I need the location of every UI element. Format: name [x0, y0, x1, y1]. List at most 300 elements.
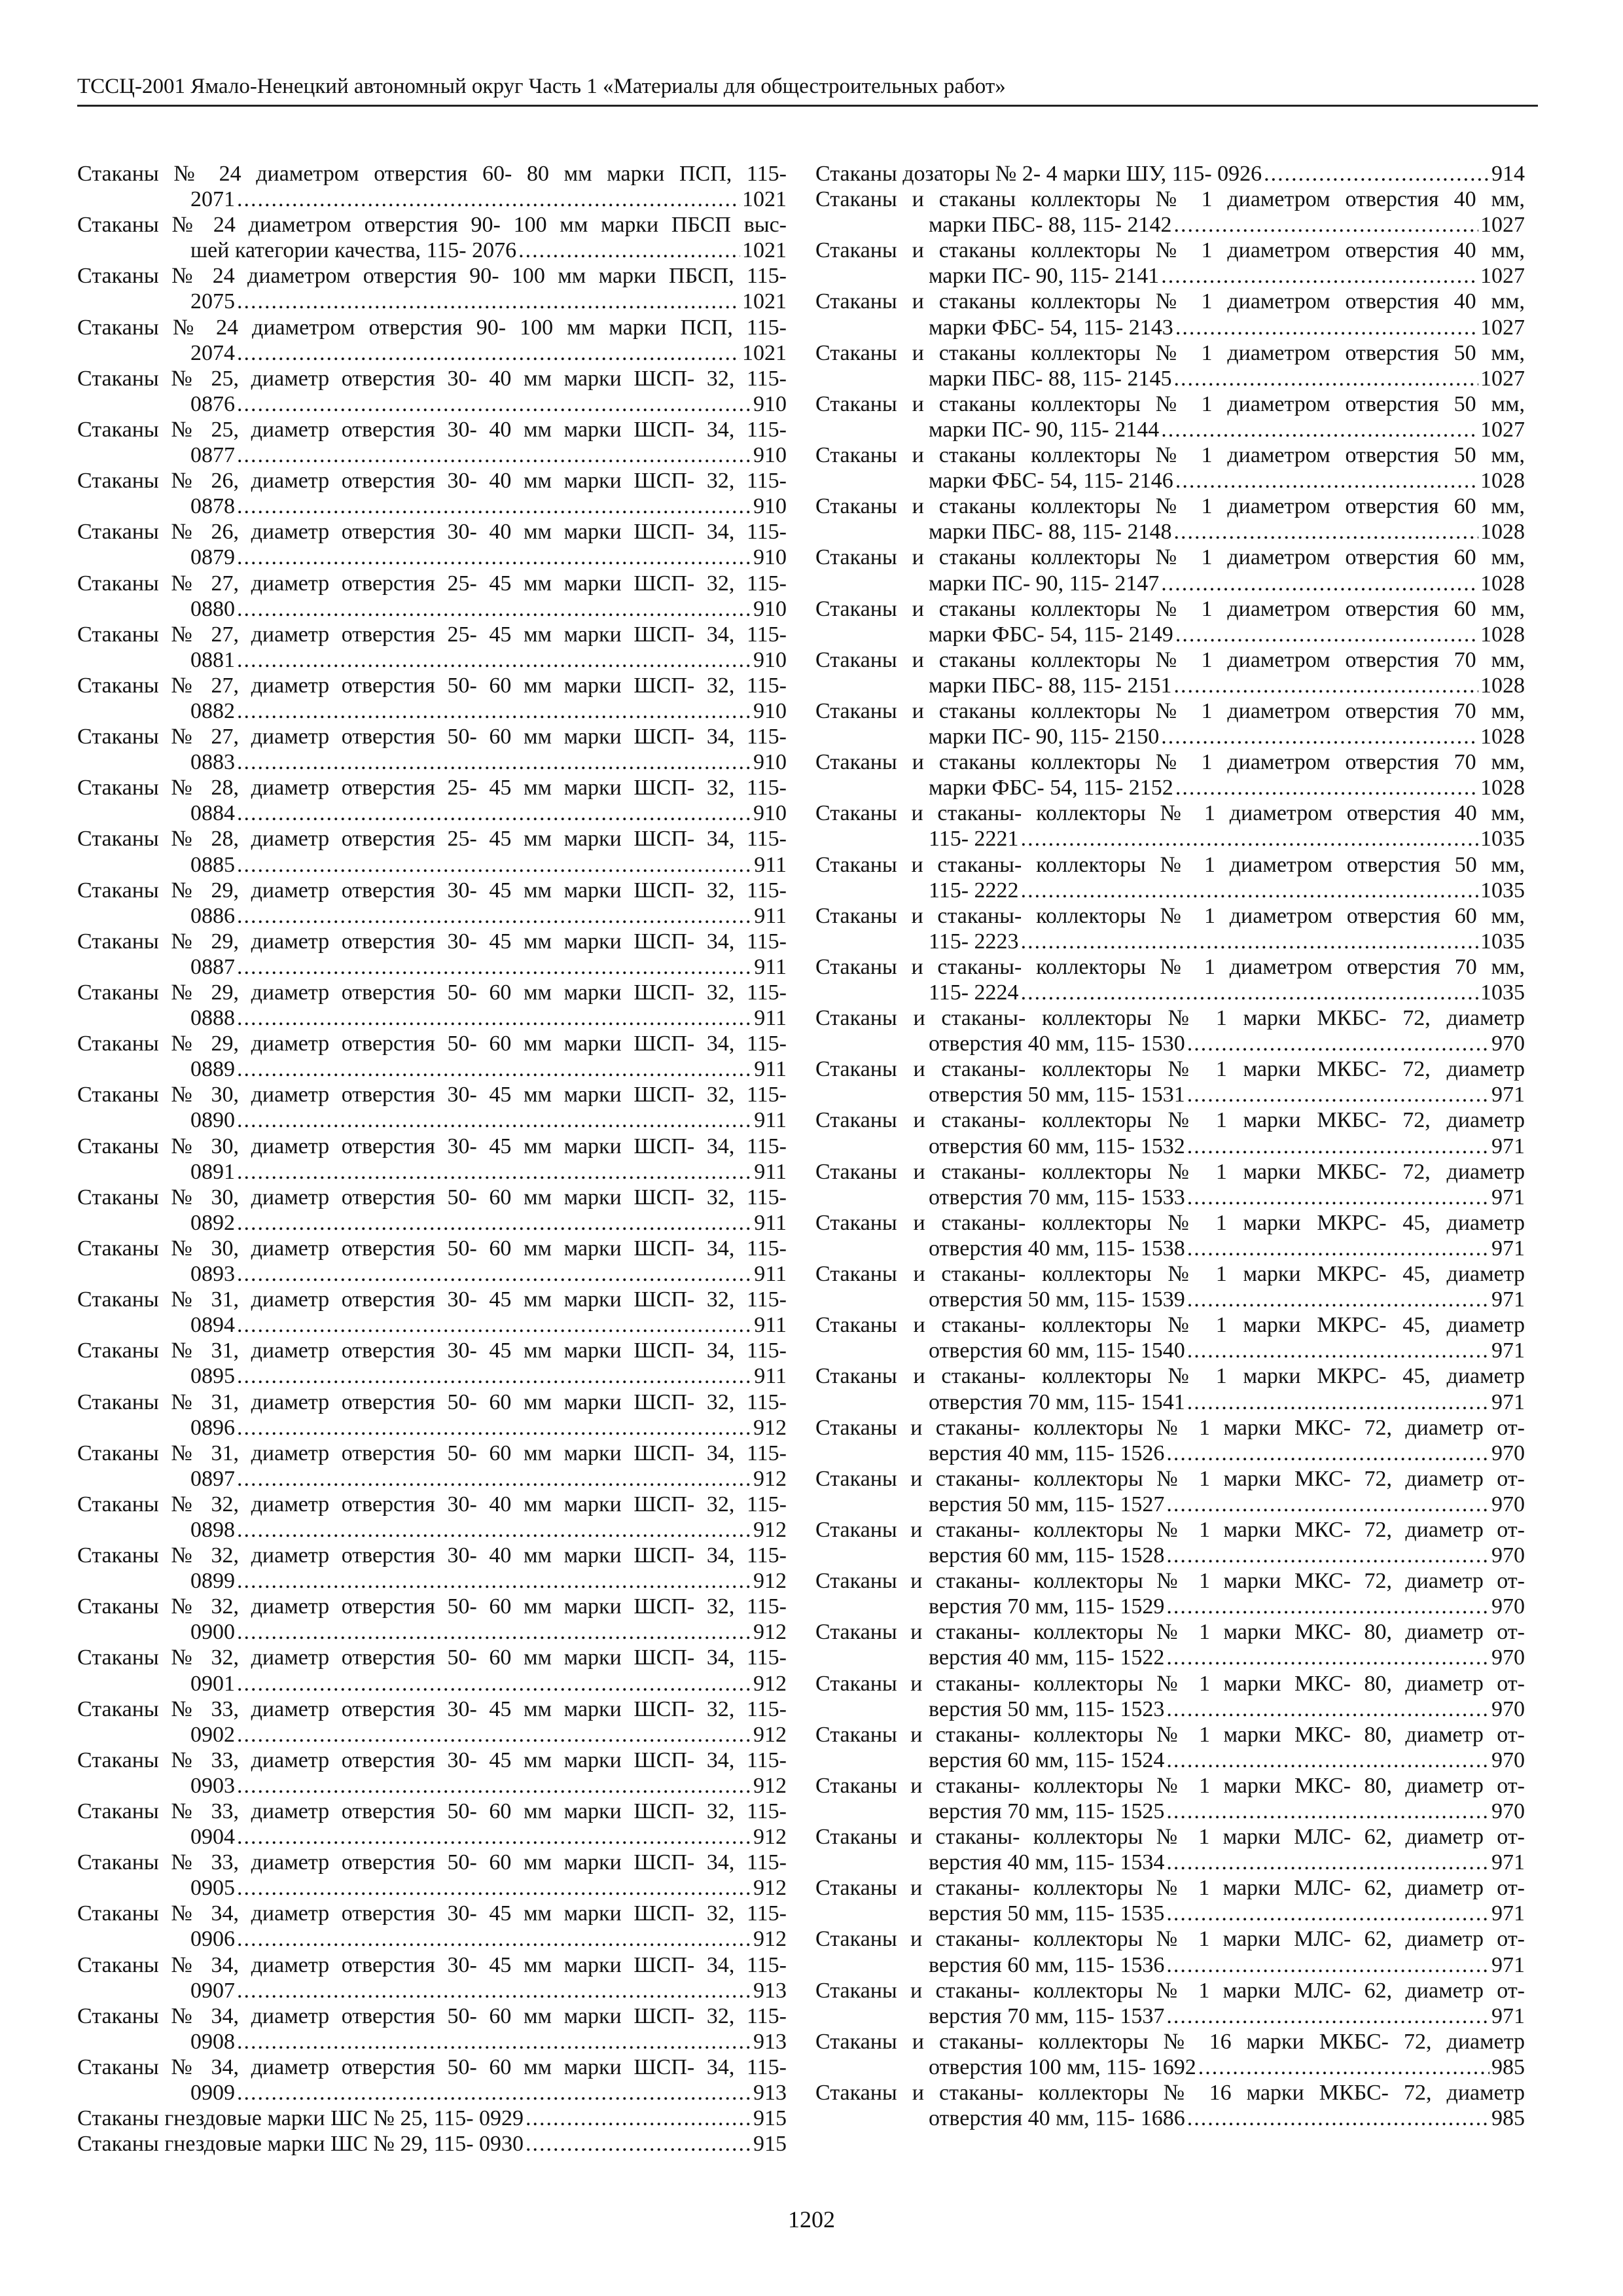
leader-dots	[1166, 1850, 1489, 1875]
entry-first-line: Стаканы № 27, диаметр отверстия 50- 60 мм марки ШСП- 34, 115-	[77, 725, 787, 749]
leader-dots	[1166, 2003, 1489, 2029]
leader-dots	[237, 1773, 751, 1799]
index-entry	[77, 1799, 787, 1850]
leader-dots	[1175, 468, 1478, 493]
entry-continuation: 0904	[190, 1825, 235, 1850]
index-entry	[77, 315, 787, 366]
entry-continuation: 0883	[190, 750, 235, 775]
entry-continuation: 0897	[190, 1466, 235, 1491]
entry-first-line: Стаканы и стаканы- коллекторы № 1 марки МКРС- 45, диаметр	[815, 1313, 1525, 1338]
index-entry	[77, 1696, 787, 1748]
entry-continuation: 115- 2223	[929, 929, 1019, 954]
entry-first-line: Стаканы № 26, диаметр отверстия 30- 40 мм марки ШСП- 32, 115-	[77, 469, 787, 493]
entry-page: 970	[1491, 1645, 1525, 1670]
entry-first-line: Стаканы № 28, диаметр отверстия 25- 45 мм марки ШСП- 34, 115-	[77, 827, 787, 852]
leader-dots	[1166, 1696, 1489, 1722]
leader-dots	[237, 2029, 751, 2054]
entry-first-line: Стаканы № 34, диаметр отверстия 30- 45 мм марки ШСП- 34, 115-	[77, 1952, 787, 1977]
entry-page: 1021	[742, 238, 787, 263]
entry-continuation: верстия 70 мм, 115- 1537	[929, 2003, 1165, 2028]
entry-first-line: Стаканы и стаканы- коллекторы № 1 марки МЛС- 62, диаметр от-	[815, 1876, 1525, 1901]
index-entry	[815, 442, 1525, 493]
entry-page: 970	[1491, 1441, 1525, 1465]
leader-dots	[237, 545, 751, 570]
entry-continuation: 0894	[190, 1313, 235, 1338]
leader-dots	[1198, 2054, 1489, 2080]
entry-continuation: 115- 2221	[929, 827, 1019, 852]
entry-continuation: марки ПБС- 88, 115- 2142	[929, 213, 1172, 238]
entry-page: 910	[753, 494, 787, 519]
entry-continuation: 0905	[190, 1876, 235, 1901]
entry-continuation: верстия 60 мм, 115- 1524	[929, 1748, 1165, 1772]
entry-first-line: Стаканы № 24 диаметром отверстия 60- 80 мм марки ПСП, 115-	[77, 162, 787, 186]
entry-page: 915	[753, 2132, 787, 2157]
entry-continuation: марки ПС- 90, 115- 2144	[929, 417, 1160, 442]
leader-dots	[237, 1978, 751, 2003]
entry-first-line: Стаканы № 30, диаметр отверстия 30- 45 мм марки ШСП- 32, 115-	[77, 1083, 787, 1107]
index-entry	[77, 826, 787, 877]
entry-page: 910	[753, 596, 787, 621]
entry-continuation: верстия 50 мм, 115- 1535	[929, 1901, 1165, 1926]
index-entry	[815, 161, 1525, 187]
entry-page: 911	[754, 1210, 787, 1235]
page-number: 1202	[788, 2206, 835, 2233]
entry-page: 912	[753, 1517, 787, 1542]
leader-dots	[1161, 571, 1478, 596]
entry-first-line: Стаканы № 30, диаметр отверстия 50- 60 мм марки ШСП- 34, 115-	[77, 1236, 787, 1261]
entry-page: 911	[754, 1313, 787, 1338]
entry-continuation: 0903	[190, 1773, 235, 1798]
index-entry	[77, 673, 787, 724]
entry-first-line: Стаканы и стаканы- коллекторы № 1 диаметром отверстия 60 мм,	[815, 903, 1525, 928]
entry-continuation: марки ФБС- 54, 115- 2143	[929, 315, 1173, 340]
entry-first-line: Стаканы № 32, диаметр отверстия 30- 40 мм марки ШСП- 34, 115-	[77, 1543, 787, 1568]
index-entry	[815, 596, 1525, 647]
entry-first-line: Стаканы № 27, диаметр отверстия 25- 45 мм марки ШСП- 32, 115-	[77, 571, 787, 596]
index-entry	[77, 878, 787, 929]
entry-page: 971	[1491, 1287, 1525, 1312]
entry-page: 913	[753, 2029, 787, 2054]
leader-dots	[518, 238, 740, 263]
entry-first-line: Стаканы и стаканы коллекторы № 1 диаметром отверстия 40 мм,	[815, 187, 1525, 212]
leader-dots	[1187, 1031, 1489, 1056]
index-entry	[815, 1005, 1525, 1056]
entry-continuation: 0909	[190, 2081, 235, 2106]
entry-page: 1021	[742, 187, 787, 212]
entry-page: 910	[753, 647, 787, 672]
entry-first-line: Стаканы № 30, диаметр отверстия 30- 45 мм марки ШСП- 34, 115-	[77, 1134, 787, 1158]
index-entry	[815, 289, 1525, 340]
entry-page: 1027	[1480, 264, 1525, 289]
entry-continuation: верстия 60 мм, 115- 1536	[929, 1952, 1165, 1977]
leader-dots	[237, 903, 752, 929]
entry-page: 971	[1491, 1083, 1525, 1107]
entry-continuation: 0888	[190, 1006, 235, 1031]
leader-dots	[1166, 1748, 1489, 1773]
index-entry	[815, 2080, 1525, 2131]
index-entry	[815, 1210, 1525, 1261]
entry-first-line: Стаканы № 24 диаметром отверстия 90- 100 мм марки ПБСП, 115-	[77, 264, 787, 289]
entry-page: 912	[753, 1773, 787, 1798]
index-entry	[77, 366, 787, 417]
entry-page: 1028	[1480, 673, 1525, 698]
leader-dots	[1187, 1338, 1489, 1363]
leader-dots	[1166, 1441, 1489, 1466]
index-entry	[77, 724, 787, 775]
entry-first-line: Стаканы № 24 диаметром отверстия 90- 100 мм марки ПБСП выс-	[77, 213, 787, 238]
entry-first-line: Стаканы и стаканы- коллекторы № 1 марки МКС- 72, диаметр от-	[815, 1466, 1525, 1491]
entry-first-line: Стаканы и стаканы- коллекторы № 1 марки МКБС- 72, диаметр	[815, 1006, 1525, 1031]
leader-dots	[237, 493, 751, 519]
entry-page: 1027	[1480, 315, 1525, 340]
index-entry	[815, 800, 1525, 852]
entry-page: 970	[1491, 1799, 1525, 1823]
index-entry	[77, 2106, 787, 2131]
index-entry	[815, 852, 1525, 903]
entry-first-line: Стаканы и стаканы- коллекторы № 16 марки МКБС- 72, диаметр	[815, 2081, 1525, 2106]
entry-page: 1028	[1480, 776, 1525, 800]
entry-continuation: 0893	[190, 1262, 235, 1287]
index-entry	[77, 2131, 787, 2157]
index-entry	[815, 1312, 1525, 1363]
entry-first-line: Стаканы и стаканы- коллекторы № 1 диаметром отверстия 70 мм,	[815, 954, 1525, 979]
leader-dots	[1187, 1134, 1489, 1159]
leader-dots	[237, 1875, 751, 1901]
leader-dots	[1187, 1082, 1489, 1107]
entry-page: 970	[1491, 1031, 1525, 1056]
entry-page: 910	[753, 801, 787, 826]
entry-first-line: Стаканы и стаканы- коллекторы № 1 марки МКС- 80, диаметр от-	[815, 1722, 1525, 1747]
leader-dots	[237, 1926, 751, 1952]
entry-first-line: Стаканы № 31, диаметр отверстия 30- 45 мм марки ШСП- 32, 115-	[77, 1287, 787, 1312]
leader-dots	[1021, 826, 1478, 852]
entry-continuation: верстия 50 мм, 115- 1527	[929, 1492, 1165, 1516]
entry-continuation: 2071	[190, 187, 235, 212]
index-entry	[815, 1363, 1525, 1414]
leader-dots	[1187, 1390, 1489, 1415]
entry-first-line: Стаканы № 29, диаметр отверстия 30- 45 мм марки ШСП- 32, 115-	[77, 878, 787, 903]
index-entry	[815, 1517, 1525, 1568]
entry-continuation: 0892	[190, 1210, 235, 1235]
leader-dots	[526, 2106, 751, 2131]
entry-first-line: Стаканы и стаканы коллекторы № 1 диаметром отверстия 70 мм,	[815, 647, 1525, 672]
entry-first-line: Стаканы № 29, диаметр отверстия 30- 45 мм марки ШСП- 34, 115-	[77, 929, 787, 954]
entry-first-line: Стаканы № 34, диаметр отверстия 30- 45 мм марки ШСП- 32, 115-	[77, 1901, 787, 1926]
entry-first-line: Стаканы и стаканы коллекторы № 1 диаметром отверстия 40 мм,	[815, 289, 1525, 314]
leader-dots	[237, 749, 751, 775]
index-entry	[77, 622, 787, 673]
entry-first-line: Стаканы и стаканы- коллекторы № 1 марки МКС- 80, диаметр от-	[815, 1773, 1525, 1798]
index-entry	[77, 161, 787, 212]
entry-continuation: 0880	[190, 596, 235, 621]
leader-dots	[237, 289, 740, 314]
leader-dots	[1187, 2106, 1489, 2131]
leader-dots	[1166, 1492, 1489, 1517]
entry-continuation: 0907	[190, 1978, 235, 2003]
index-entry	[77, 468, 787, 519]
entry-continuation: марки ПС- 90, 115- 2147	[929, 571, 1160, 596]
entry-continuation: 0890	[190, 1108, 235, 1133]
entry-first-line: Стаканы № 28, диаметр отверстия 25- 45 мм марки ШСП- 32, 115-	[77, 776, 787, 800]
index-entry	[77, 2054, 787, 2106]
index-entry	[815, 903, 1525, 954]
entry-first-line: Стаканы и стаканы коллекторы № 1 диаметром отверстия 70 мм,	[815, 750, 1525, 775]
index-entry	[815, 1619, 1525, 1670]
entry-continuation: 0887	[190, 954, 235, 979]
leader-dots	[1166, 1901, 1489, 1926]
entry-page: 910	[753, 698, 787, 723]
entry-continuation: верстия 40 мм, 115- 1522	[929, 1645, 1165, 1670]
entry-page: 971	[1491, 1236, 1525, 1261]
running-header: ТССЦ-2001 Ямало-Ненецкий автономный округ Часть 1 «Материалы для общестроительных работ»	[77, 72, 1538, 107]
entry-continuation: 115- 2222	[929, 878, 1019, 903]
entry-continuation: отверстия 40 мм, 115- 1530	[929, 1031, 1185, 1056]
entry-first-line: Стаканы и стаканы- коллекторы № 1 марки МКБС- 72, диаметр	[815, 1057, 1525, 1082]
index-entry	[815, 1773, 1525, 1824]
index-entry	[77, 1134, 787, 1185]
entry-first-line: Стаканы и стаканы- коллекторы № 16 марки МКБС- 72, диаметр	[815, 2029, 1525, 2054]
leader-dots	[1161, 263, 1478, 289]
index-entry	[77, 1645, 787, 1696]
leader-dots	[237, 1415, 751, 1441]
leader-dots	[1187, 1287, 1489, 1312]
entry-first-line: Стаканы и стаканы- коллекторы № 1 марки МКС- 80, диаметр от-	[815, 1620, 1525, 1645]
leader-dots	[237, 1824, 751, 1850]
leader-dots	[526, 2131, 751, 2157]
entry-first-line: Стаканы № 32, диаметр отверстия 50- 60 мм марки ШСП- 34, 115-	[77, 1645, 787, 1670]
index-entry	[815, 238, 1525, 289]
entry-page: 912	[753, 1415, 787, 1440]
entry-first-line: Стаканы и стаканы коллекторы № 1 диаметром отверстия 60 мм,	[815, 596, 1525, 621]
entry-first-line: Стаканы № 32, диаметр отверстия 50- 60 мм марки ШСП- 32, 115-	[77, 1594, 787, 1619]
entry-continuation: 2074	[190, 340, 235, 365]
index-entry	[815, 1978, 1525, 2029]
entry-first-line: Стаканы № 31, диаметр отверстия 30- 45 мм марки ШСП- 34, 115-	[77, 1338, 787, 1363]
index-entry	[77, 1901, 787, 1952]
entry-page: 1035	[1480, 980, 1525, 1005]
leader-dots	[237, 1159, 752, 1185]
index-entry	[815, 187, 1525, 238]
entry-first-line: Стаканы № 33, диаметр отверстия 30- 45 мм марки ШСП- 32, 115-	[77, 1696, 787, 1721]
entry-page: 985	[1491, 2054, 1525, 2079]
entry-page: 1028	[1480, 622, 1525, 647]
entry-first-line: Стаканы № 26, диаметр отверстия 30- 40 мм марки ШСП- 34, 115-	[77, 520, 787, 545]
entry-page: 911	[754, 1057, 787, 1082]
entry-page: 1027	[1480, 366, 1525, 391]
entry-page: 912	[753, 1466, 787, 1491]
entry-continuation: верстия 60 мм, 115- 1528	[929, 1543, 1165, 1568]
index-entry	[77, 1850, 787, 1901]
leader-dots	[237, 1107, 752, 1133]
leader-dots	[237, 800, 751, 826]
entry-first-line: Стаканы № 33, диаметр отверстия 30- 45 мм марки ШСП- 34, 115-	[77, 1748, 787, 1772]
entry-page: 912	[753, 1722, 787, 1747]
index-entry	[815, 1056, 1525, 1107]
index-entry	[815, 1926, 1525, 1977]
index-entry	[77, 980, 787, 1031]
entry-page: 970	[1491, 1696, 1525, 1721]
entry-first-line: Стаканы № 24 диаметром отверстия 90- 100 мм марки ПСП, 115-	[77, 315, 787, 340]
leader-dots	[1175, 775, 1478, 800]
entry-continuation: 0882	[190, 698, 235, 723]
leader-dots	[237, 1619, 751, 1645]
entry-page: 911	[754, 852, 787, 877]
entry-page: 912	[753, 1569, 787, 1594]
entry-page: 1021	[742, 340, 787, 365]
leader-dots	[1174, 366, 1479, 391]
entry-first-line: Стаканы и стаканы коллекторы № 1 диаметром отверстия 40 мм,	[815, 238, 1525, 263]
entry-page: 913	[753, 1978, 787, 2003]
entry-first-line: Стаканы и стаканы- коллекторы № 1 марки МКС- 72, диаметр от-	[815, 1517, 1525, 1542]
entry-first-line: Стаканы № 27, диаметр отверстия 50- 60 мм марки ШСП- 32, 115-	[77, 673, 787, 698]
entry-first-line: Стаканы № 29, диаметр отверстия 50- 60 мм марки ШСП- 32, 115-	[77, 980, 787, 1005]
entry-continuation: марки ПБС- 88, 115- 2145	[929, 366, 1172, 391]
entry-first-line: Стаканы и стаканы- коллекторы № 1 марки МКБС- 72, диаметр	[815, 1159, 1525, 1184]
leader-dots	[237, 1722, 751, 1748]
entry-first-line: Стаканы и стаканы коллекторы № 1 диаметром отверстия 50 мм,	[815, 391, 1525, 416]
leader-dots	[237, 852, 752, 878]
entry-page: 971	[1491, 1901, 1525, 1926]
entry-continuation: 0889	[190, 1057, 235, 1082]
index-column-right	[815, 161, 1525, 2131]
entry-continuation: шей категории качества, 115- 2076	[190, 238, 517, 263]
entry-continuation: верстия 70 мм, 115- 1525	[929, 1799, 1165, 1823]
entry-first-line: Стаканы и стаканы- коллекторы № 1 марки МКС- 72, диаметр от-	[815, 1569, 1525, 1594]
index-entry	[77, 1082, 787, 1133]
entry-page: 915	[753, 2106, 787, 2131]
leader-dots	[237, 596, 751, 622]
entry-continuation: марки ФБС- 54, 115- 2146	[929, 469, 1173, 493]
entry-page: 914	[1491, 162, 1525, 186]
entry-page: 1035	[1480, 929, 1525, 954]
entry-page: 970	[1491, 1594, 1525, 1619]
leader-dots	[1166, 1645, 1489, 1670]
entry-continuation: отверстия 50 мм, 115- 1531	[929, 1083, 1185, 1107]
entry-continuation: 0878	[190, 494, 235, 519]
entry-continuation: отверстия 40 мм, 115- 1538	[929, 1236, 1185, 1261]
leader-dots	[237, 391, 751, 417]
index-entry	[815, 493, 1525, 545]
index-entry	[77, 417, 787, 468]
entry-text: Стаканы гнездовые марки ШС № 25, 115- 0929	[77, 2106, 524, 2131]
entry-page: 971	[1491, 1850, 1525, 1875]
entry-continuation: 0902	[190, 1722, 235, 1747]
leader-dots	[1161, 724, 1478, 749]
entry-first-line: Стаканы и стаканы коллекторы № 1 диаметром отверстия 60 мм,	[815, 545, 1525, 570]
entry-first-line: Стаканы № 25, диаметр отверстия 30- 40 мм марки ШСП- 34, 115-	[77, 417, 787, 442]
index-entry	[815, 2029, 1525, 2080]
entry-continuation: 0898	[190, 1517, 235, 1542]
leader-dots	[1174, 212, 1479, 238]
entry-continuation: 0908	[190, 2029, 235, 2054]
entry-first-line: Стаканы и стаканы- коллекторы № 1 марки МКС- 72, диаметр от-	[815, 1415, 1525, 1440]
entry-page: 912	[753, 1876, 787, 1901]
leader-dots	[237, 954, 752, 980]
entry-continuation: отверстия 40 мм, 115- 1686	[929, 2106, 1185, 2131]
index-entry	[815, 954, 1525, 1005]
entry-continuation: отверстия 50 мм, 115- 1539	[929, 1287, 1185, 1312]
entry-continuation: 0896	[190, 1415, 235, 1440]
entry-continuation: 0899	[190, 1569, 235, 1594]
leader-dots	[237, 698, 751, 724]
entry-continuation: 0876	[190, 391, 235, 416]
entry-first-line: Стаканы и стаканы- коллекторы № 1 диаметром отверстия 40 мм,	[815, 801, 1525, 826]
entry-continuation: верстия 70 мм, 115- 1529	[929, 1594, 1165, 1619]
entry-page: 912	[753, 1825, 787, 1850]
entry-page: 1028	[1480, 571, 1525, 596]
entry-continuation: 0901	[190, 1671, 235, 1696]
entry-continuation: 2075	[190, 289, 235, 314]
entry-page: 971	[1491, 1390, 1525, 1414]
entry-page: 970	[1491, 1492, 1525, 1516]
entry-first-line: Стаканы и стаканы- коллекторы № 1 марки МЛС- 62, диаметр от-	[815, 1927, 1525, 1952]
leader-dots	[237, 1210, 752, 1236]
entry-continuation: 0891	[190, 1159, 235, 1184]
entry-page: 911	[754, 1006, 787, 1031]
entry-continuation: марки ПБС- 88, 115- 2151	[929, 673, 1172, 698]
entry-text: Стаканы дозаторы № 2- 4 марки ШУ, 115- 0926	[815, 162, 1262, 186]
entry-first-line: Стаканы и стаканы- коллекторы № 1 марки МКРС- 45, диаметр	[815, 1262, 1525, 1287]
entry-page: 1027	[1480, 213, 1525, 238]
entry-continuation: 0885	[190, 852, 235, 877]
entry-page: 1035	[1480, 827, 1525, 852]
leader-dots	[1021, 929, 1478, 954]
entry-first-line: Стаканы и стаканы- коллекторы № 1 марки МЛС- 62, диаметр от-	[815, 1978, 1525, 2003]
entry-first-line: Стаканы и стаканы коллекторы № 1 диаметром отверстия 50 мм,	[815, 340, 1525, 365]
index-entry	[815, 1824, 1525, 1875]
leader-dots	[1166, 1594, 1489, 1619]
entry-continuation: 0906	[190, 1927, 235, 1952]
entry-first-line: Стаканы и стаканы- коллекторы № 1 марки МЛС- 62, диаметр от-	[815, 1825, 1525, 1850]
leader-dots	[237, 2080, 751, 2106]
entry-continuation: марки ФБС- 54, 115- 2152	[929, 776, 1173, 800]
index-entry	[77, 519, 787, 570]
entry-first-line: Стаканы № 33, диаметр отверстия 50- 60 мм марки ШСП- 34, 115-	[77, 1850, 787, 1875]
entry-continuation: отверстия 60 мм, 115- 1540	[929, 1338, 1185, 1363]
entry-continuation: 0900	[190, 1620, 235, 1645]
index-entry	[77, 1236, 787, 1287]
index-entry	[815, 1875, 1525, 1926]
index-entry	[815, 749, 1525, 800]
entry-first-line: Стаканы № 33, диаметр отверстия 50- 60 мм марки ШСП- 32, 115-	[77, 1799, 787, 1823]
entry-first-line: Стаканы № 32, диаметр отверстия 30- 40 мм марки ШСП- 32, 115-	[77, 1492, 787, 1516]
entry-page: 912	[753, 1671, 787, 1696]
entry-continuation: 0877	[190, 443, 235, 468]
entry-page: 913	[753, 2081, 787, 2106]
index-entry	[815, 647, 1525, 698]
entry-page: 910	[753, 750, 787, 775]
entry-page: 971	[1491, 1952, 1525, 1977]
leader-dots	[1161, 417, 1478, 442]
entry-first-line: Стаканы и стаканы- коллекторы № 1 марки МКС- 80, диаметр от-	[815, 1671, 1525, 1696]
leader-dots	[1187, 1185, 1489, 1210]
entry-first-line: Стаканы и стаканы- коллекторы № 1 марки МКБС- 72, диаметр	[815, 1108, 1525, 1133]
entry-page: 910	[753, 545, 787, 570]
index-entry	[815, 1415, 1525, 1466]
entry-first-line: Стаканы № 34, диаметр отверстия 50- 60 мм марки ШСП- 32, 115-	[77, 2003, 787, 2028]
leader-dots	[1166, 1543, 1489, 1568]
leader-dots	[1021, 980, 1478, 1005]
entry-page: 971	[1491, 1185, 1525, 1210]
entry-first-line: Стаканы и стаканы коллекторы № 1 диаметром отверстия 60 мм,	[815, 494, 1525, 519]
leader-dots	[1166, 1952, 1489, 1978]
entry-page: 1027	[1480, 417, 1525, 442]
entry-page: 985	[1491, 2106, 1525, 2131]
index-entry	[77, 1441, 787, 1492]
entry-first-line: Стаканы № 34, диаметр отверстия 50- 60 мм марки ШСП- 34, 115-	[77, 2054, 787, 2079]
entry-continuation: марки ФБС- 54, 115- 2149	[929, 622, 1173, 647]
entry-page: 911	[754, 903, 787, 928]
